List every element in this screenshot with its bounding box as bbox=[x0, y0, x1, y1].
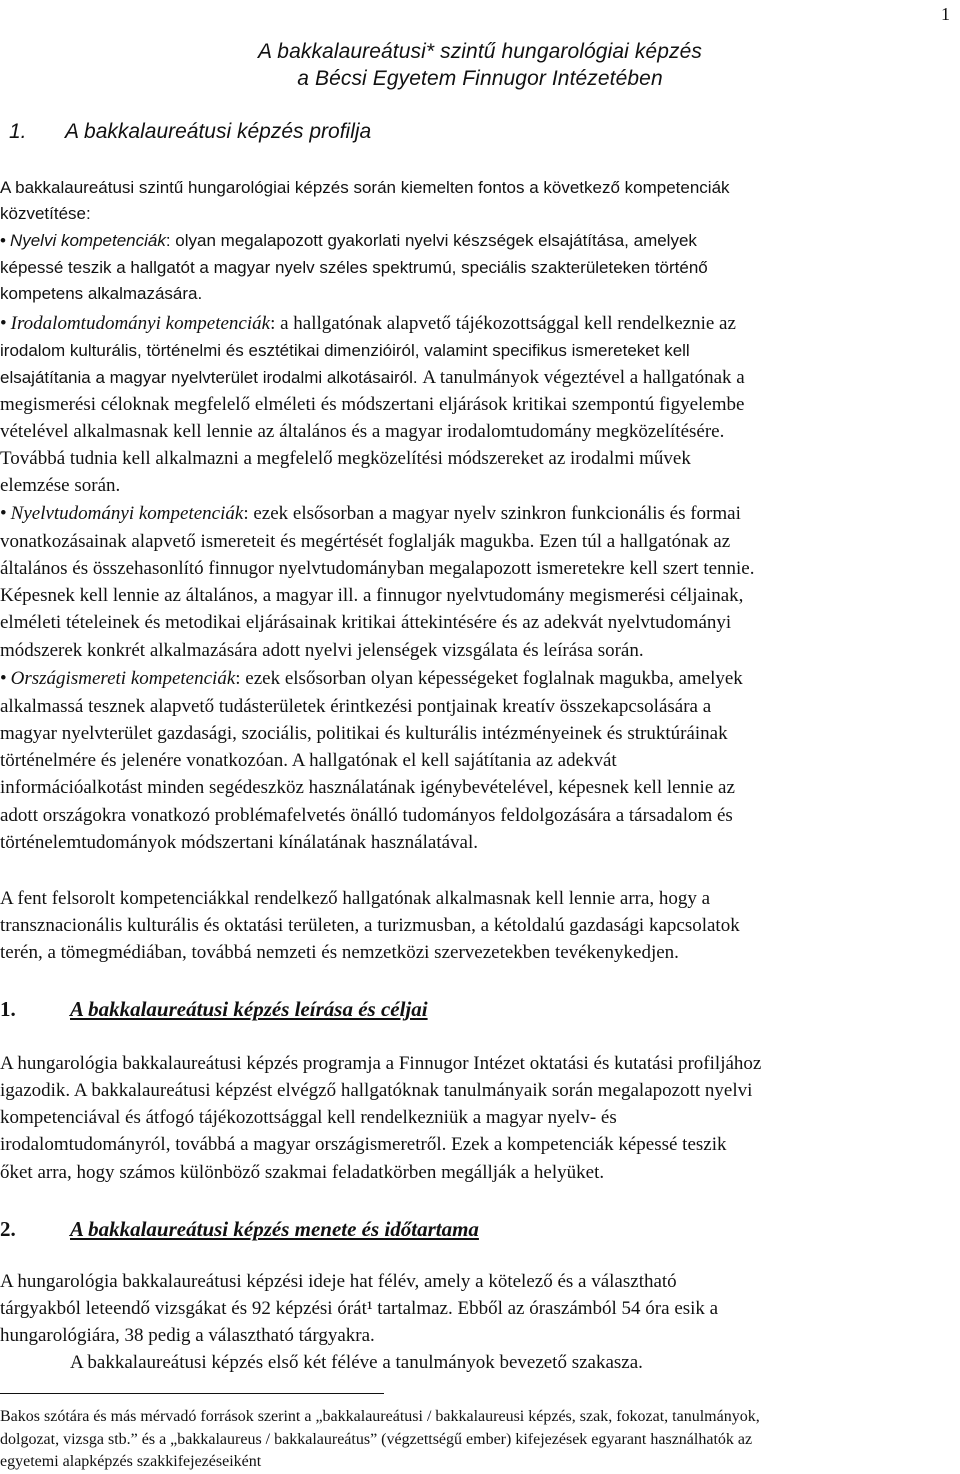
bullet-literature-line: Továbbá tudnia kell alkalmazni a megfelelő megközelítési módszereket az irodalmi művek bbox=[0, 448, 691, 469]
text-part: a finnugor nyelvtudomány megismerési céljainak, bbox=[362, 585, 744, 606]
bullet-icon: • bbox=[0, 231, 6, 250]
section-heading-profile bbox=[9, 119, 371, 145]
text-part: A bakkalaureátusi képzést elvégző hallgatóknak tanulmányaik során megalapozott nyelvi bbox=[73, 1080, 753, 1101]
section-heading-duration bbox=[0, 1216, 479, 1242]
bullet-regional-line bbox=[0, 750, 617, 772]
profile-intro-line: A bakkalaureátusi szintű hungarológiai képzés során kiemelten fontos a következő kompetenciák bbox=[0, 178, 730, 197]
section-number: 1. bbox=[9, 120, 27, 143]
document-title-line-1: A bakkalaureátusi* szintű hungarológiai képzés bbox=[258, 40, 702, 63]
description-line: A hungarológia bakkalaureátusi képzés programja a Finnugor Intézet oktatási és kutatási profiljához bbox=[0, 1053, 762, 1074]
bullet-linguistics-line bbox=[0, 585, 743, 607]
text-part: vonatkozásainak alapvető ismereteit és megértését foglalják magukba. bbox=[0, 531, 535, 552]
bullet-literature-line: elemzése során. bbox=[0, 475, 121, 496]
section-heading-description bbox=[0, 996, 428, 1022]
bullet-regional-line: alkalmassá tesznek alapvető tudásterületek érintkezési pontjainak kreatív összekapcsolására a bbox=[0, 696, 712, 717]
term-description: : olyan megalapozott gyakorlati nyelvi készségek elsajátítása, amelyek bbox=[165, 231, 697, 250]
bullet-language-line bbox=[0, 230, 697, 252]
term-literature: Irodalomtudományi kompetenciák bbox=[10, 313, 271, 334]
term-language: Nyelvi kompetenciák bbox=[9, 231, 166, 250]
term-regional: Országismereti kompetenciák bbox=[10, 668, 236, 689]
description-line: kompetenciával és átfogó tájékozottsággal kell rendelkezniük a magyar nyelv- és bbox=[0, 1107, 617, 1128]
description-line bbox=[0, 1134, 727, 1156]
section-number: 1. bbox=[0, 997, 16, 1021]
bullet-linguistics-line bbox=[0, 503, 741, 525]
bullet-literature-line: irodalom kulturális, történelmi és esztétikai dimenzióiról, valamint specifikus ismereteket kell bbox=[0, 341, 690, 360]
bullet-regional-line: történelemtudományok módszertani kínálatának használatával. bbox=[0, 832, 478, 853]
description-line bbox=[0, 1080, 752, 1102]
bullet-icon: • bbox=[0, 313, 7, 334]
document-title-line-2: a Bécsi Egyetem Finnugor Intézetében bbox=[297, 67, 663, 90]
text-part: Ezek a kompetenciák képessé teszik bbox=[451, 1134, 727, 1155]
bullet-regional-line: információalkotást minden segédeszköz használatának igénybevételével, képesnek kell lennie az bbox=[0, 777, 735, 798]
bullet-regional-line: magyar nyelvterület gazdasági, szociális, politikai és kulturális intézményeinek és struktúráinak bbox=[0, 723, 728, 744]
summary-line: A fent felsorolt kompetenciákkal rendelkező hallgatónak alkalmasnak kell lennie arra, hogy a bbox=[0, 888, 711, 909]
bullet-literature-line: vételével alkalmasnak kell lennie az általános és a magyar irodalomtudomány megközelítésére. bbox=[0, 421, 725, 442]
duration-line: A bakkalaureátusi képzés első két féléve a tanulmányok bevezető szakasza. bbox=[70, 1352, 643, 1373]
duration-line: A hungarológia bakkalaureátusi képzési ideje hat félév, amely a kötelező és a választható bbox=[0, 1271, 677, 1292]
text-part: elsajátítania a magyar nyelvterület irodalmi alkotásairól. bbox=[0, 368, 418, 387]
bullet-icon: • bbox=[0, 503, 7, 524]
bullet-linguistics-line: általános és összehasonlító finnugor nyelvtudományban megalapozott ismeretekre kell szert tennie. bbox=[0, 558, 755, 579]
summary-line: terén, a tömegmédiában, továbbá nemzeti és nemzetközi szervezetekben tevékenykedjen. bbox=[0, 942, 679, 963]
duration-line: tárgyakból leteendő vizsgákat és 92 képzési órát¹ tartalmaz. Ebből az óraszámból 54 óra esik a bbox=[0, 1298, 719, 1319]
text-part: irodalomtudományról, továbbá a magyar országismeretről. bbox=[0, 1134, 447, 1155]
term-description: : a hallgatónak alapvető tájékozottsággal kell rendelkeznie az bbox=[270, 313, 736, 334]
description-line: őket arra, hogy számos különböző szakmai feladatkörben megállják a helyüket. bbox=[0, 1162, 605, 1183]
footnote-line: egyetemi alapképzés szakkifejezéseiként bbox=[0, 1453, 262, 1470]
footnote-line: dolgozat, vizsga stb.” és a „bakkalaureus / bakkalaureátus” (végzettségű ember) kifejezések egyarant használhatók az bbox=[0, 1431, 753, 1448]
bullet-linguistics-line bbox=[0, 531, 730, 553]
bullet-regional-line: adott országokra vonatkozó problémafelvetés önálló tudományos feldolgozására a társadalom és bbox=[0, 805, 733, 826]
text-part: Képesnek kell lennie az általános, a magyar ill. bbox=[0, 585, 359, 606]
bullet-linguistics-line: módszerek konkrét alkalmazására adott nyelvi jelenségek vizsgálata és leírása során. bbox=[0, 640, 644, 661]
section-title: A bakkalaureátusi képzés profilja bbox=[65, 120, 372, 143]
section-title: A bakkalaureátusi képzés menete és időtartama bbox=[70, 1217, 479, 1241]
duration-line: hungarológiára, 38 pedig a választható tárgyakra. bbox=[0, 1325, 375, 1346]
term-description: : ezek elsősorban olyan képességeket foglalnak magukba, amelyek bbox=[235, 668, 743, 689]
text-part: A hallgatónak el kell sajátítania az adekvát bbox=[291, 750, 617, 771]
text-part: A tanulmányok végeztével a hallgatónak a bbox=[422, 367, 745, 388]
bullet-literature-line bbox=[0, 367, 745, 389]
footnote-line: Bakos szótára és más mérvadó források szerint a „bakkalaureátusi / bakkalaureusi képzés, szak, fokozat, tanulmányok, bbox=[0, 1408, 760, 1425]
page-number: 1 bbox=[941, 4, 950, 24]
section-number: 2. bbox=[0, 1217, 16, 1241]
text-part: történelmére és jelenére vonatkozóan. bbox=[0, 750, 289, 771]
term-linguistics: Nyelvtudományi kompetenciák bbox=[10, 503, 244, 524]
bullet-regional-line bbox=[0, 668, 743, 690]
profile-intro-line: közvetítése: bbox=[0, 204, 91, 223]
text-part: igazodik. bbox=[0, 1080, 71, 1101]
footnote-separator bbox=[0, 1393, 384, 1394]
term-description: : ezek elsősorban a magyar nyelv szinkron funkcionális és formai bbox=[243, 503, 741, 524]
text-part: Ezen túl a hallgatónak az bbox=[539, 531, 731, 552]
bullet-language-line: képessé teszik a hallgatót a magyar nyelv széles spektrumú, speciális szakterületeken történő bbox=[0, 258, 708, 277]
bullet-icon: • bbox=[0, 668, 7, 689]
bullet-linguistics-line: elméleti tételeinek és metodikai eljárásainak kritikai áttekintésére és az adekvát nyelvtudományi bbox=[0, 612, 732, 633]
section-title: A bakkalaureátusi képzés leírása és céljai bbox=[70, 997, 428, 1021]
bullet-language-line: kompetens alkalmazására. bbox=[0, 284, 203, 303]
bullet-literature-line: megismerési céloknak megfelelő elméleti és módszertani eljárások kritikai szempontú figyelembe bbox=[0, 394, 745, 415]
bullet-literature-line bbox=[0, 313, 736, 335]
summary-line: transznacionális kulturális és oktatási területen, a turizmusban, a kétoldalú gazdasági kapcsolatok bbox=[0, 915, 740, 936]
